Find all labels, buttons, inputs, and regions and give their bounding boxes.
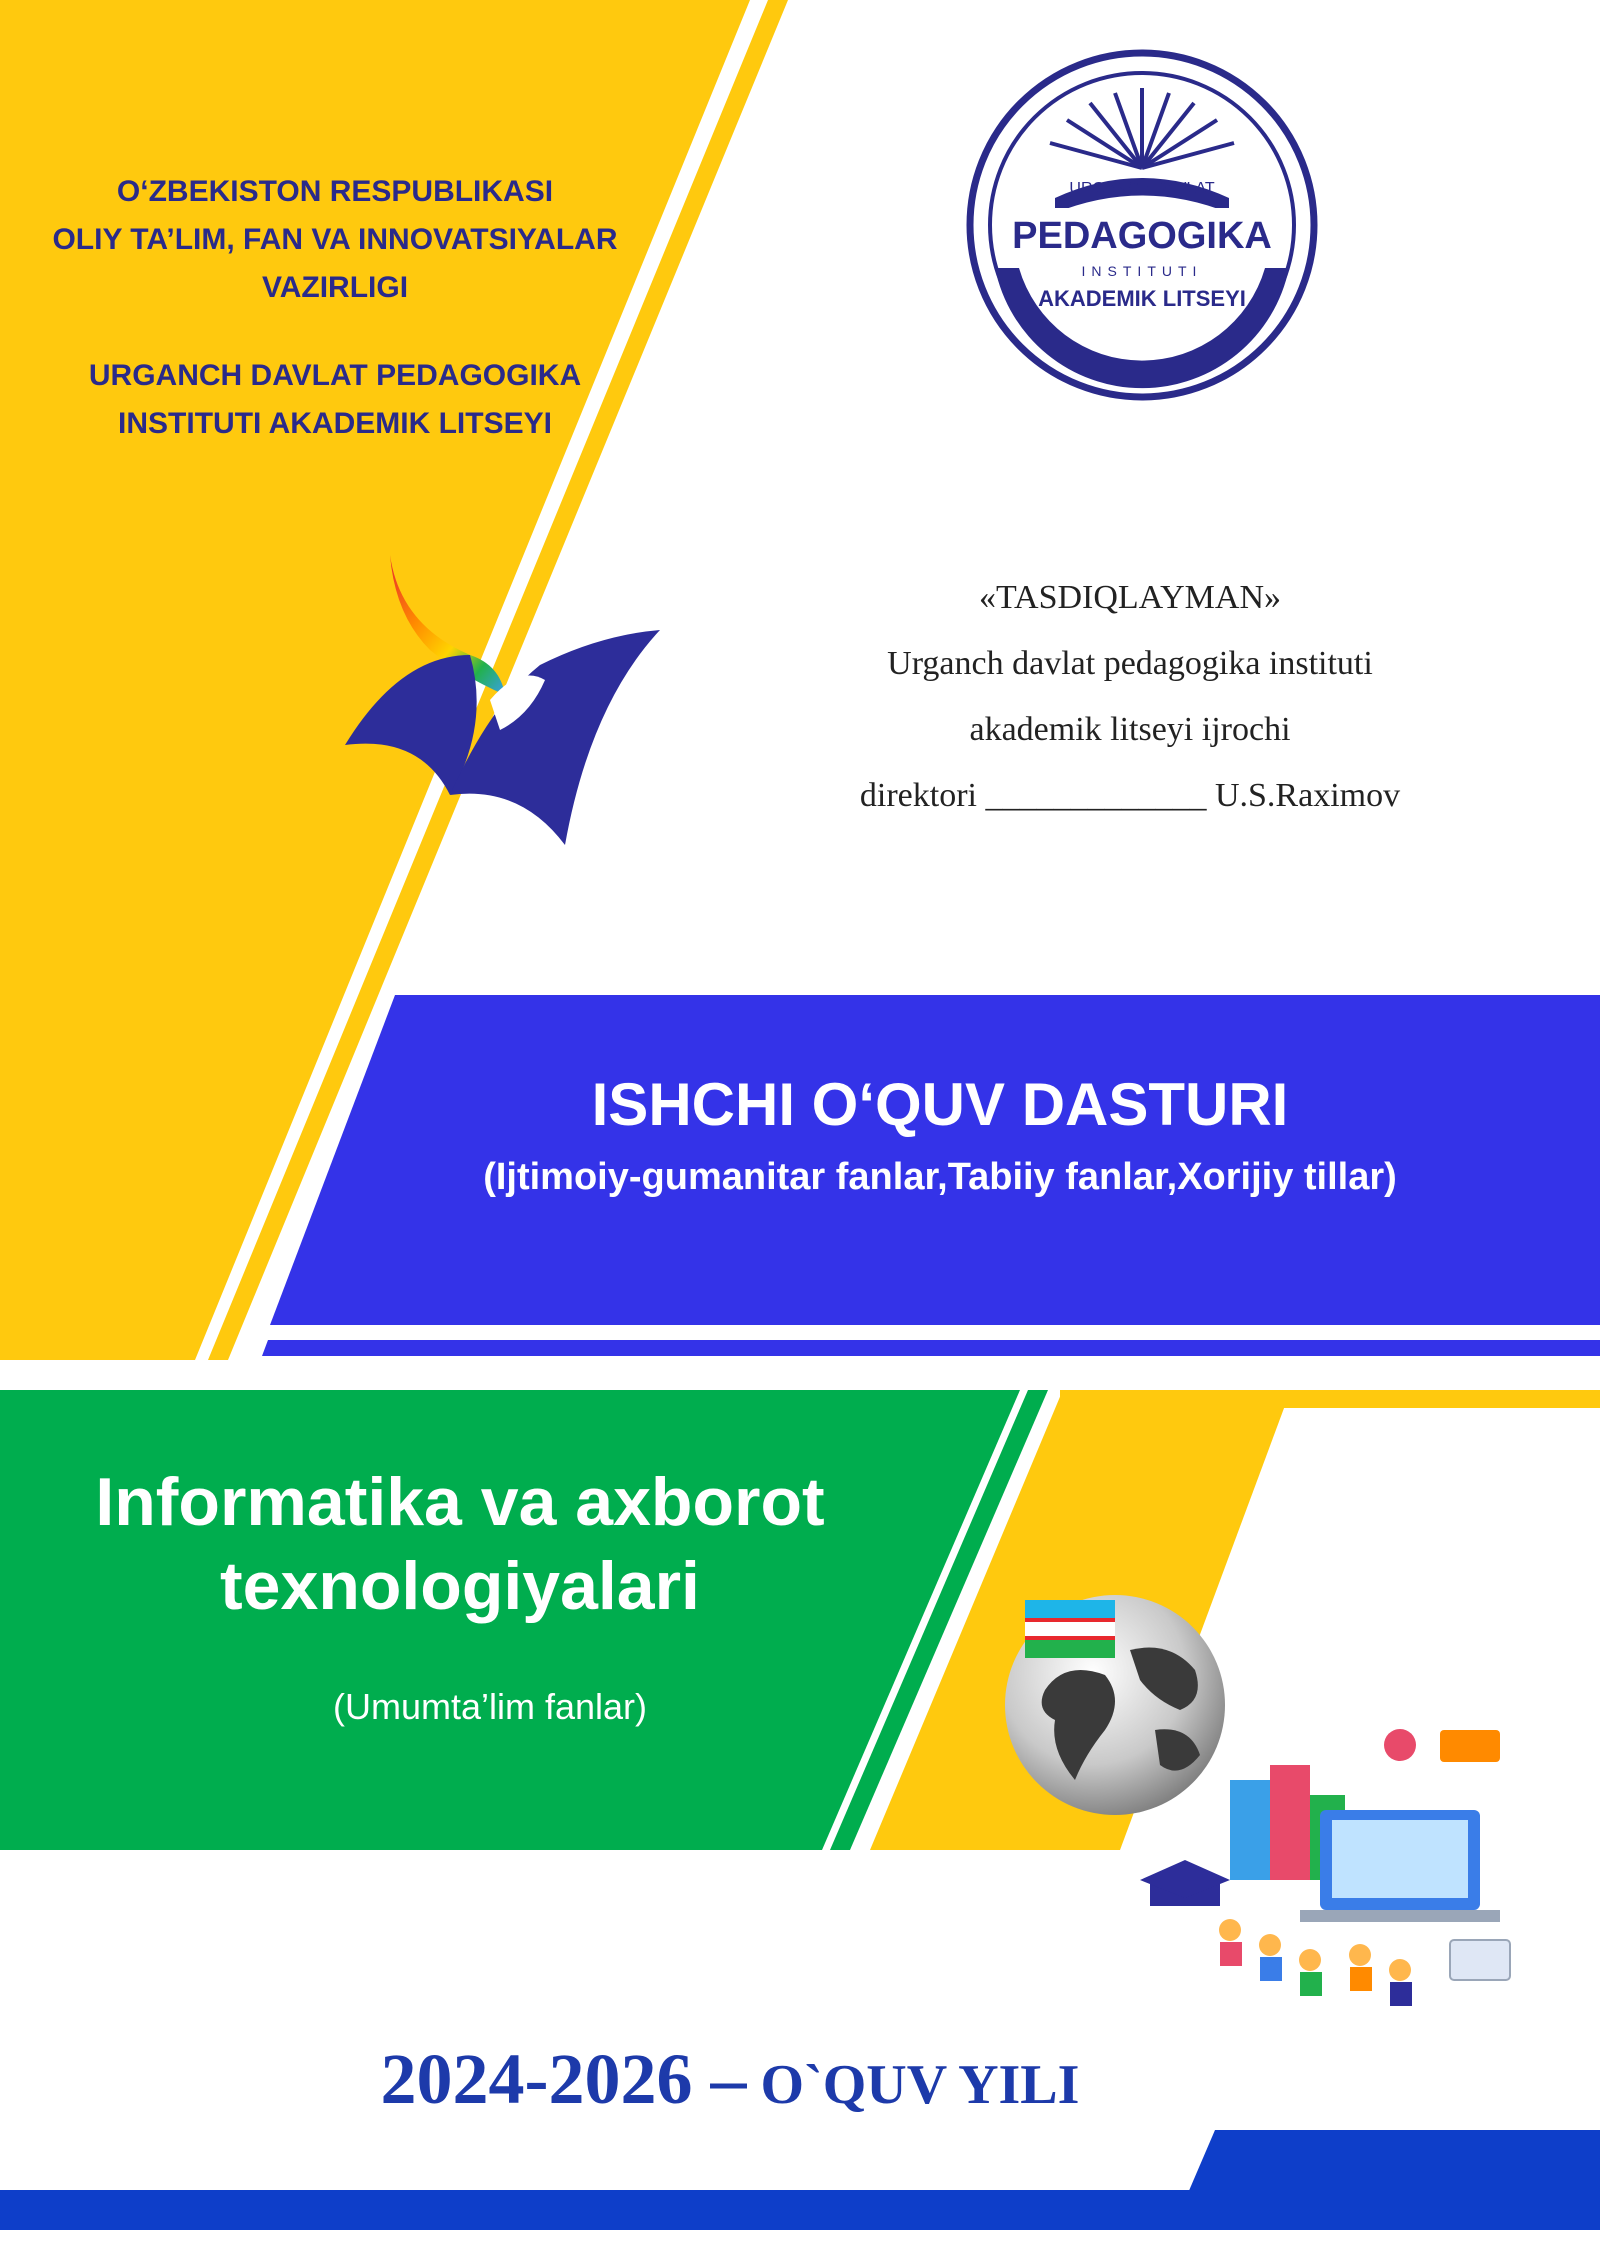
elearning-illustration xyxy=(1120,1720,1540,2020)
blue-underline xyxy=(262,1340,1600,1356)
ministry-line-3: VAZIRLIGI xyxy=(261,271,409,304)
academic-year xyxy=(300,2038,1160,2121)
logo-sub-text: INSTITUTI xyxy=(1081,263,1203,279)
approval-line-2: Urganch davlat pedagogika instituti xyxy=(887,645,1373,682)
blue-footer-bar xyxy=(0,2190,1600,2230)
institute-line-2: INSTITUTI AKADEMIK LITSEYI xyxy=(118,407,552,440)
ministry-title xyxy=(20,168,650,312)
program-title: ISHCHI O‘QUV DASTURI xyxy=(591,1071,1289,1138)
approval-heading: «TASDIQLAYMAN» xyxy=(978,579,1282,616)
approval-line-3: akademik litseyi ijrochi xyxy=(969,711,1291,748)
blue-footer-block xyxy=(1185,2130,1600,2200)
year-range: 2024-2026 – xyxy=(380,2039,747,2119)
approval-signature-line: direktori _____________ U.S.Raximov xyxy=(859,777,1401,814)
year-label: O`QUV YILI xyxy=(746,2054,1080,2116)
subject-title-line-2: texnologiyalari xyxy=(220,1548,700,1624)
institute-logo xyxy=(965,48,1320,403)
logo-main-text: PEDAGOGIKA xyxy=(1012,215,1272,257)
logo-bottom-text: AKADEMIK LITSEYI xyxy=(1038,286,1246,311)
subject-subtitle: (Umumta’lim fanlar) xyxy=(332,1686,648,1727)
institute-line-1: URGANCH DAVLAT PEDAGOGIKA xyxy=(88,359,582,392)
approval-block xyxy=(780,565,1480,829)
logo-arc-text: URGANCH DAVLAT xyxy=(1069,180,1215,197)
subject-title-line-1: Informatika va axborot xyxy=(95,1464,825,1540)
institute-title xyxy=(20,352,650,448)
bird-emblem xyxy=(340,555,670,855)
subject-title xyxy=(30,1460,890,1628)
ministry-line-2: OLIY TA’LIM, FAN VA INNOVATSIYALAR xyxy=(52,223,618,256)
program-subtitle: (Ijtimoiy-gumanitar fanlar,Tabiiy fanlar,Xorijiy tillar) xyxy=(483,1156,1397,1198)
ministry-line-1: O‘ZBEKISTON RESPUBLIKASI xyxy=(116,175,554,208)
